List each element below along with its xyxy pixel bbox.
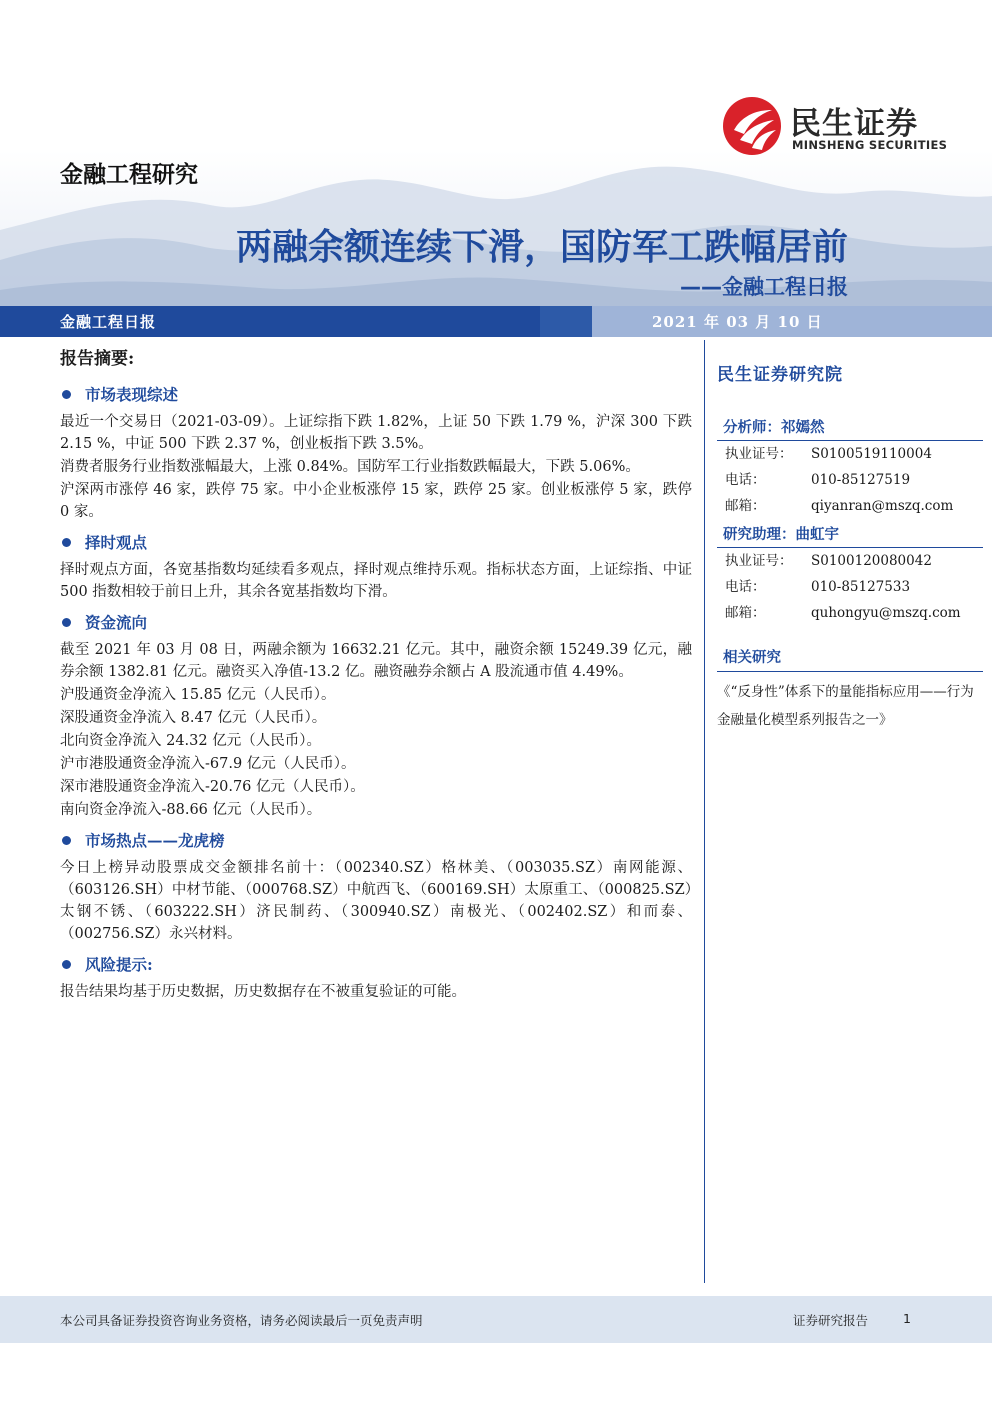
paragraph: 择时观点方面，各宽基指数均延续看多观点，择时观点维持乐观。指标状态方面，上证综指、中证 500 指数相较于前日上升，其余各宽基指数均下滑。 bbox=[60, 562, 692, 600]
paragraph: 消费者服务行业指数涨幅最大，上涨 0.84%。国防军工行业指数跌幅最大，下跌 5.06%。 bbox=[60, 459, 640, 475]
report-category: 金融工程研究 bbox=[60, 162, 198, 188]
related-research-heading: 相关研究 bbox=[717, 642, 983, 672]
paragraph: 沪深两市涨停 46 家，跌停 75 家。中小企业板涨停 15 家，跌停 25 家。创业板涨停 5 家，跌停 0 家。 bbox=[60, 482, 692, 520]
brand-name-cn: 民生证券 bbox=[790, 106, 918, 142]
paragraph: 截至 2021 年 03 月 08 日，两融余额为 16632.21 亿元。其中，融资余额 15249.39 亿元，融券余额 1382.81 亿元。融资买入净值-13.2 亿。融资融券余额占 A 股流通市值 4.49%。 bbox=[60, 642, 692, 680]
section-heading: 资金流向 bbox=[60, 611, 692, 633]
page-footer bbox=[0, 1296, 992, 1343]
section-heading: 择时观点 bbox=[60, 531, 692, 553]
paragraph: 南向资金净流入-88.66 亿元（人民币）。 bbox=[60, 802, 322, 818]
section-heading: 市场表现综述 bbox=[60, 383, 692, 405]
section-dragon-tiger-list bbox=[60, 829, 692, 945]
abstract-column bbox=[60, 341, 692, 1011]
related-research-link[interactable]: 《“反身性”体系下的量能指标应用——行为金融量化模型系列报告之一》 bbox=[717, 684, 974, 728]
info-row: 执业证号： S0100120080042 bbox=[725, 553, 932, 569]
report-band bbox=[0, 306, 992, 337]
info-row: 电话： 010-85127519 bbox=[725, 472, 911, 488]
sidebar bbox=[717, 340, 983, 734]
bullet-dot-icon bbox=[62, 836, 71, 845]
info-row: 执业证号： S0100519110004 bbox=[725, 446, 932, 462]
info-row: 电话： 010-85127533 bbox=[725, 579, 911, 595]
section-fund-flow bbox=[60, 611, 692, 821]
footer-disclaimer: 本公司具备证券投资咨询业务资格，请务必阅读最后一页免责声明 bbox=[60, 1313, 423, 1328]
assistant-role: 研究助理：曲虹宇 bbox=[717, 519, 983, 548]
abstract-title: 报告摘要: bbox=[60, 349, 135, 369]
bullet-dot-icon bbox=[62, 618, 71, 627]
paragraph: 最近一个交易日（2021-03-09）。上证综指下跌 1.82%，上证 50 下跌 1.79 %，沪深 300 下跌 2.15 %，中证 500 下跌 2.37 %，创业板指下跌 3.5%。 bbox=[60, 414, 692, 452]
report-subtitle: ——金融工程日报 bbox=[680, 275, 848, 299]
analyst-email-link[interactable]: qiyanran@mszq.com bbox=[811, 498, 954, 514]
band-report-date: 2021 年 03 月 10 日 bbox=[652, 313, 823, 331]
paragraph: 深市港股通资金净流入-20.76 亿元（人民币）。 bbox=[60, 779, 365, 795]
page-number: 1 bbox=[903, 1311, 911, 1326]
paragraph: 报告结果均基于历史数据，历史数据存在不被重复验证的可能。 bbox=[60, 984, 466, 1000]
institute-name: 民生证券研究院 bbox=[717, 365, 843, 385]
brand-name-en: MINSHENG SECURITIES bbox=[792, 138, 948, 152]
bullet-dot-icon bbox=[62, 538, 71, 547]
section-risk-warning bbox=[60, 953, 692, 1003]
footer-doc-type: 证券研究报告 bbox=[793, 1313, 869, 1328]
section-heading: 市场热点——龙虎榜 bbox=[60, 829, 692, 851]
info-row: 邮箱： qiyanran@mszq.com bbox=[717, 493, 983, 519]
brand-logo bbox=[722, 96, 952, 158]
column-divider bbox=[704, 340, 705, 1283]
band-report-type: 金融工程日报 bbox=[60, 313, 157, 331]
paragraph: 北向资金净流入 24.32 亿元（人民币）。 bbox=[60, 733, 321, 749]
band-segment-mid bbox=[540, 306, 592, 337]
paragraph: 今日上榜异动股票成交金额排名前十：（002340.SZ）格林美、（003035.SZ）南网能源、（603126.SH）中材节能、（000768.SZ）中航西飞、（600169.SH）太原重工、（000825.SZ）太钢不锈、（603222.SH）济民制药、（300940.SZ）南极光、（002402.SZ）和而泰、（002756.SZ）永兴材料。 bbox=[60, 860, 692, 942]
paragraph: 深股通资金净流入 8.47 亿元（人民币）。 bbox=[60, 710, 327, 726]
paragraph: 沪市港股通资金净流入-67.9 亿元（人民币）。 bbox=[60, 756, 356, 772]
section-market-overview bbox=[60, 383, 692, 523]
section-timing-view bbox=[60, 531, 692, 603]
info-row: 邮箱： quhongyu@mszq.com bbox=[717, 600, 983, 626]
section-heading: 风险提示: bbox=[60, 953, 692, 975]
analyst-role: 分析师：祁嫣然 bbox=[717, 412, 983, 441]
report-title: 两融余额连续下滑，国防军工跌幅居前 bbox=[235, 227, 848, 268]
paragraph: 沪股通资金净流入 15.85 亿元（人民币）。 bbox=[60, 687, 336, 703]
bullet-dot-icon bbox=[62, 390, 71, 399]
bullet-dot-icon bbox=[62, 960, 71, 969]
minsheng-logo-icon bbox=[722, 96, 782, 156]
assistant-email-link[interactable]: quhongyu@mszq.com bbox=[811, 605, 961, 621]
